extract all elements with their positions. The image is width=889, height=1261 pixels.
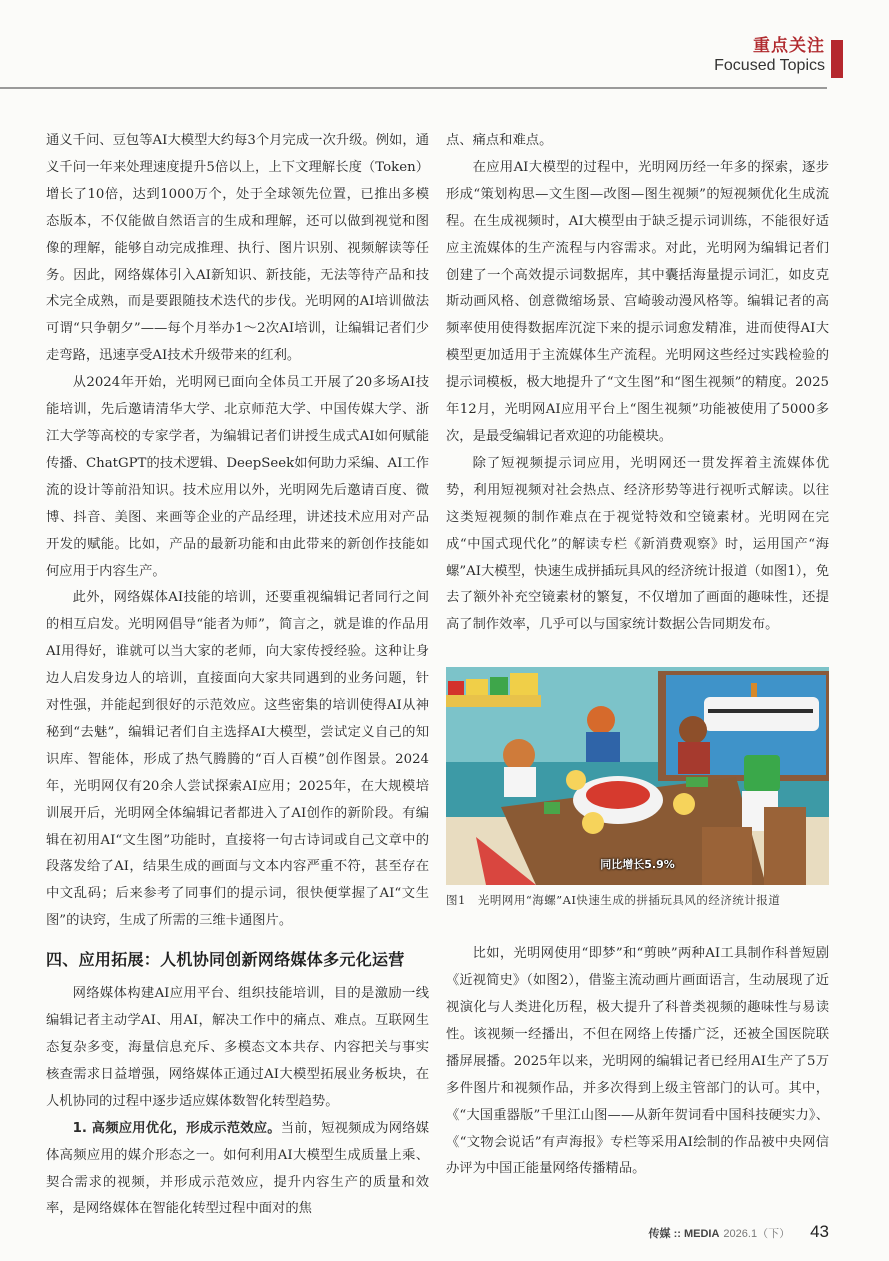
- paragraph: 在应用AI大模型的过程中，光明网历经一年多的探索，逐步形成“策划构思—文生图—改图—图生视频”的短视频优化生成流程。在生成视频时，AI大模型由于缺乏提示词训练，不能很好适应主流媒体的生产流程与内容需求。对此，光明网为编辑记者们创建了一个高效提示词数据库，其中囊括海量提示词汇，如皮克斯动画风格、创意微缩场景、宫崎骏动漫风格等。编辑记者的高频率使用使得数据库沉淀下来的提示词愈发精准，进而使得AI大模型更加适用于主流媒体生产流程。光明网这些经过实践检验的提示词模板，极大地提升了“文生图”和“图生视频”的精度。2025年12月，光明网AI应用平台上“图生视频”功能被使用了5000多次，是最受编辑记者欢迎的功能模块。: [446, 159, 829, 444]
- paragraph: 除了短视频提示词应用，光明网还一贯发挥着主流媒体优势，利用短视频对社会热点、经济形势等进行视听式解读。以往这类短视频的制作难点在于视觉特效和空镜素材。光明网在完成“中国式现代化”的解读专栏《新消费观察》时，运用国产“海螺”AI大模型，快速生成拼插玩具风的经济统计报道（如图1），免去了额外补充空镜素材的繁复，不仅增加了画面的趣味性，还提高了制作效率，几乎可以与国家统计数据公告同期发布。: [446, 455, 829, 633]
- subsection-lead: 1. 高频应用优化，形成示范效应。: [72, 1120, 281, 1136]
- paragraph: 比如，光明网使用“即梦”和“剪映”两种AI工具制作科普短剧《近视简史》（如图2），借鉴主流动画片画面语言，生动展现了近视演化与人类进化历程，极大提升了科普类视频的趣味性与易读性。该视频一经播出，不但在网络上传播广泛，还被全国医院联播屏展播。2025年以来，光明网的编辑记者已经用AI生产了5万多件图片和视频作品，并多次得到上级主管部门的认可。其中，《“大国重器版”千里江山图——从新年贺词看中国科技硬实力》、《“文物会说话”有声海报》专栏等采用AI绘制的作品被中央网信办评为中国正能量网络传播精品。: [446, 946, 829, 1177]
- section-title-en: Focused Topics: [714, 57, 825, 74]
- left-column: [46, 128, 429, 1223]
- section-title-cn: 重点关注: [753, 36, 825, 56]
- paragraph: 通义千问、豆包等AI大模型大约每3个月完成一次升级。例如，通义千问一年来处理速度提升5倍以上，上下文理解长度（Token）增长了10倍，达到1000万个，处于全球领先位置，已推出多模态版本，不仅能做自然语言的生成和理解，还可以做到视觉和图像的理解，能够自动完成推理、执行、图片识别、视频解读等任务。因此，网络媒体引入AI新知识、新技能，无法等待产品和技术完全成熟，而是要跟随技术迭代的步伐。光明网的AI培训做法可谓“只争朝夕”——每个月举办1～2次AI培训，让编辑记者们少走弯路，迅速享受AI技术升级带来的红利。: [46, 133, 429, 364]
- header-rule: [0, 87, 827, 89]
- paragraph-body: 当前，短视频成为网络媒体高频应用的媒介形态之一。如何利用AI大模型生成质量上乘、契合需求的视频，并形成示范效应，提升内容生产的质量和效率，是网络媒体在智能化转型过程中面对的焦: [46, 1120, 430, 1217]
- section-header: [714, 36, 825, 76]
- paragraph: [46, 1116, 429, 1224]
- figure-image-lego-dinner: [446, 667, 829, 885]
- figure-1: [446, 667, 829, 909]
- paragraph: 从2024年开始，光明网已面向全体员工开展了20多场AI技能培训，先后邀请清华大学、北京师范大学、中国传媒大学、浙江大学等高校的专家学者，为编辑记者们讲授生成式AI如何赋能传播、ChatGPT的技术逻辑、DeepSeek如何助力采编、AI工作流的设计等前沿知识。技术应用以外，光明网先后邀请百度、微博、抖音、美图、来画等企业的产品经理，讲述技术应用对产品开发的赋能。比如，产品的最新功能和由此带来的新创作技能如何应用于内容生产。: [46, 375, 429, 579]
- section-heading: 四、应用拓展：人机协同创新网络媒体多元化运营: [46, 950, 405, 970]
- publication-name: 传媒 :: MEDIA: [648, 1228, 720, 1240]
- paragraph: 此外，网络媒体AI技能的培训，还要重视编辑记者同行之间的相互启发。光明网倡导“能者为师”，简言之，就是谁的作品用AI用得好，谁就可以当大家的老师，向大家传授经验。这种让身边人启发身边人的培训，直接面向大家共同遇到的业务问题，针对性强，并能起到很好的示范效应。这些密集的培训使得AI从神秘到“去魅”，编辑记者们自主选择AI大模型，尝试定义自己的知识库、智能体，形成了热气腾腾的“百人百模”创作图景。2024年，光明网仅有20余人尝试探索AI应用；2025年，在大规模培训展开后，光明网全体编辑记者都进入了AI创作的新阶段。有编辑在初用AI“文生图”功能时，直接将一句古诗词或自己文章中的段落发给了AI，结果生成的画面与文本内容严重不符，甚至存在中文乱码；后来参考了同事们的提示词，很快便掌握了AI“文生图”的诀窍，生成了所需的三维卡通图片。: [46, 590, 429, 929]
- right-column: [446, 128, 829, 1183]
- paragraph: 网络媒体构建AI应用平台、组织技能培训，目的是激励一线编辑记者主动学AI、用AI，解决工作中的痛点、难点。互联网生态复杂多变，海量信息充斥、多模态文本共存、内容把关与事实核查需求日益增强，网络媒体正通过AI大模型拓展业务板块，在人机协同的过程中逐步适应媒体数智化转型趋势。: [46, 986, 429, 1109]
- page-footer: [649, 1222, 829, 1242]
- paragraph: 点、痛点和难点。: [446, 133, 553, 148]
- page-number: 43: [810, 1222, 829, 1241]
- issue-label: 2026.1（下）: [723, 1228, 791, 1240]
- section-accent-block: [831, 40, 843, 78]
- figure-caption: 图1 光明网用“海螺”AI快速生成的拼插玩具风的经济统计报道: [446, 893, 781, 908]
- figure-overlay-text: 同比增长5.9%: [600, 858, 675, 872]
